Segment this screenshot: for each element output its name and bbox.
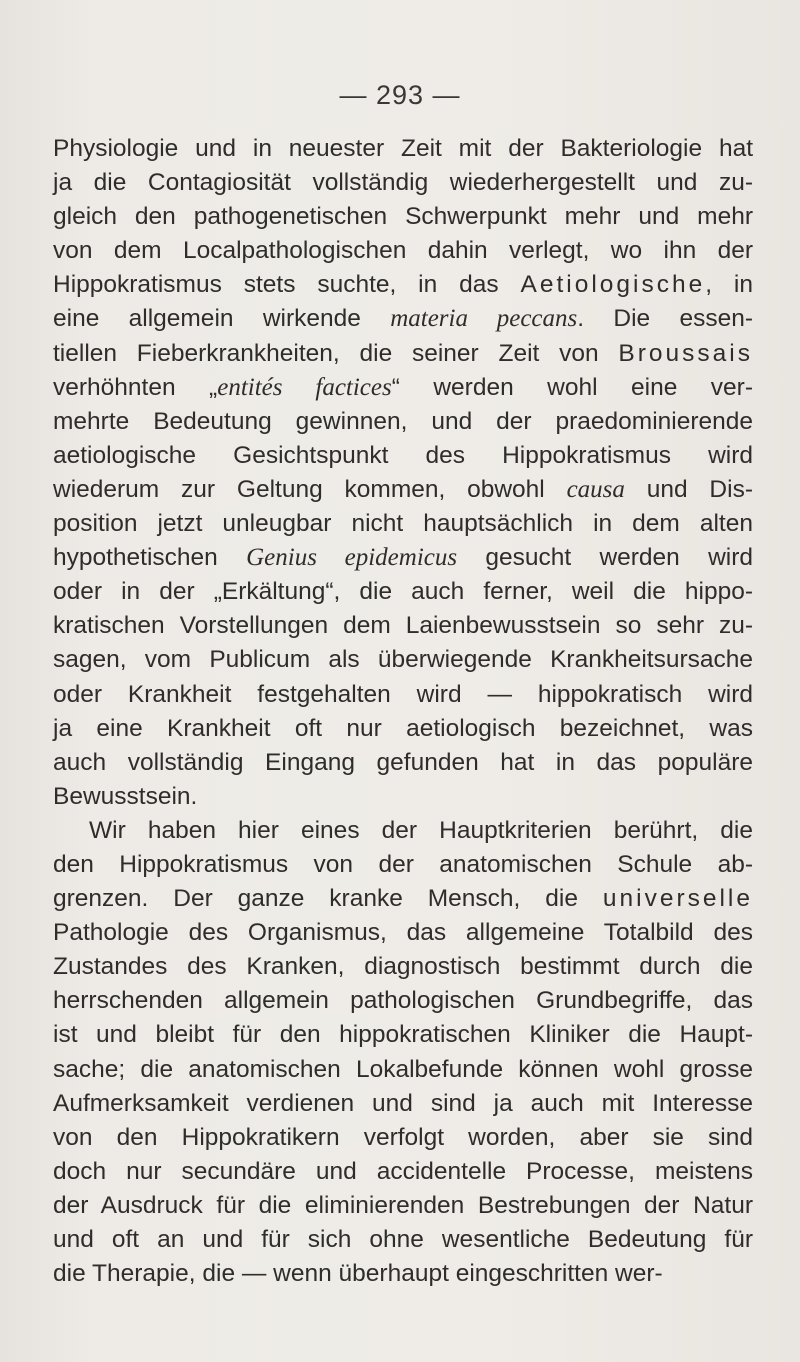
text-line: herrschenden allgemein pathologischen Grundbegriffe, das xyxy=(53,987,753,1015)
text-line: eine allgemein wirkende materia peccans. Die essen- xyxy=(53,305,754,333)
text-line: tiellen Fieberkrankheiten, die seiner Zeit von Broussais xyxy=(53,339,753,367)
text-line: Aufmerksamkeit verdienen und sind ja auch mit Interesse xyxy=(53,1089,753,1117)
text-line: auch vollständig Eingang gefunden hat in das populäre xyxy=(53,748,753,776)
italic-phrase: entités factices xyxy=(217,373,392,401)
text-line: wiederum zur Geltung kommen, obwohl causa und Dis- xyxy=(53,475,753,503)
body-text xyxy=(53,132,753,1291)
text-line: den Hippokratismus von der anatomischen Schule ab- xyxy=(53,850,753,878)
text-line: sache; die anatomischen Lokalbefunde können wohl grosse xyxy=(53,1055,753,1083)
spaced-phrase: Aetiologische xyxy=(520,271,706,299)
text-line: die Therapie, die — wenn überhaupt eingeschritten wer- xyxy=(53,1260,663,1288)
italic-phrase: Genius epidemicus xyxy=(246,544,458,572)
italic-phrase: materia peccans xyxy=(390,305,578,333)
text-line: hypothetischen Genius epidemicus gesucht werden wird xyxy=(53,544,754,572)
text-line: Physiologie und in neuester Zeit mit der Bakteriologie hat xyxy=(53,135,753,162)
text-line: Pathologie des Organismus, das allgemeine Totalbild des xyxy=(53,919,753,947)
text-line: verhöhnten „entités factices“ werden wohl eine ver- xyxy=(53,373,753,401)
text-line: von dem Localpathologischen dahin verlegt, wo ihn der xyxy=(53,237,753,265)
text-line: der Ausdruck für die eliminierenden Bestrebungen der Natur xyxy=(53,1191,753,1219)
spaced-phrase: universelle xyxy=(602,885,753,913)
text-line: gleich den pathogenetischen Schwerpunkt mehr und mehr xyxy=(53,203,753,231)
text-line: aetiologische Gesichtspunkt des Hippokratismus wird xyxy=(53,441,753,469)
text-line: Hippokratismus stets suchte, in das Aetiologische, in xyxy=(53,271,754,299)
text-line: Zustandes des Kranken, diagnostisch bestimmt durch die xyxy=(53,953,753,981)
text-line: position jetzt unleugbar nicht hauptsächlich in dem alten xyxy=(53,510,753,538)
text-line: oder in der „Erkältung“, die auch ferner, weil die hippo- xyxy=(53,578,753,606)
text-line: mehrte Bedeutung gewinnen, und der praedominierende xyxy=(53,407,753,435)
text-line: sagen, vom Publicum als überwiegende Krankheitsursache xyxy=(53,646,753,674)
page-number: — 293 — xyxy=(339,80,461,110)
text-line: doch nur secundäre und accidentelle Processe, meistens xyxy=(53,1157,753,1185)
text-line: Wir haben hier eines der Hauptkriterien berührt, die xyxy=(89,816,753,844)
text-line: und oft an und für sich ohne wesentliche Bedeutung für xyxy=(53,1226,753,1253)
text-line: von den Hippokratikern verfolgt worden, aber sie sind xyxy=(53,1123,753,1151)
text-line: ja eine Krankheit oft nur aetiologisch bezeichnet, was xyxy=(53,714,753,742)
italic-phrase: causa xyxy=(566,475,625,503)
spaced-phrase: Broussais xyxy=(618,339,753,367)
text-line: ist und bleibt für den hippokratischen Kliniker die Haupt- xyxy=(53,1021,753,1049)
text-line: grenzen. Der ganze kranke Mensch, die universelle xyxy=(53,885,753,913)
text-line: ja die Contagiosität vollständig wiederhergestellt und zu- xyxy=(53,169,753,197)
text-line: kratischen Vorstellungen dem Laienbewusstsein so sehr zu- xyxy=(53,612,753,640)
text-line: Bewusstsein. xyxy=(53,782,198,810)
text-line: oder Krankheit festgehalten wird — hippokratisch wird xyxy=(53,680,753,708)
